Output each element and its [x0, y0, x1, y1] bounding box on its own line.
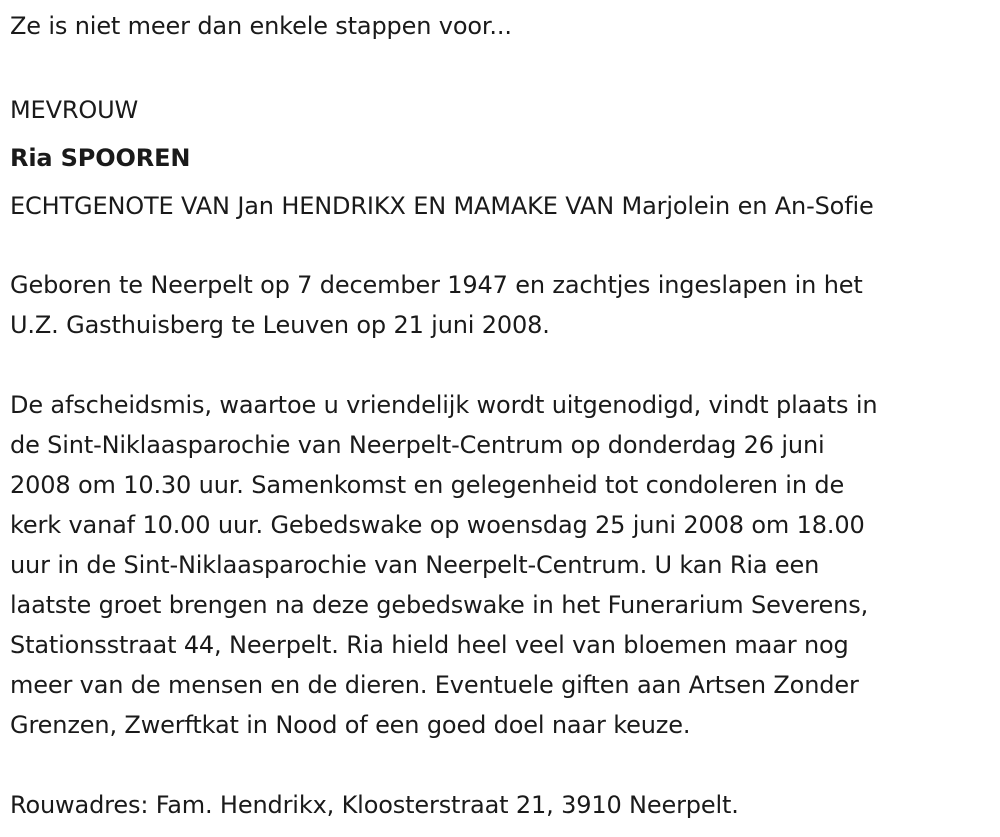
paragraph-line: laatste groet brengen na deze gebedswake in het Funerarium Severens, — [10, 591, 869, 619]
paragraph-line: Grenzen, Zwerftkat in Nood of een goed doel naar keuze. — [10, 711, 691, 739]
paragraph-line: Stationsstraat 44, Neerpelt. Ria hield heel veel van bloemen maar nog — [10, 631, 849, 659]
mourning-address: Rouwadres: Fam. Hendrikx, Kloosterstraat 21, 3910 Neerpelt. — [10, 791, 739, 819]
paragraph-line: De afscheidsmis, waartoe u vriendelijk wordt uitgenodigd, vindt plaats in — [10, 391, 878, 419]
paragraph-line: 2008 om 10.30 uur. Samenkomst en gelegenheid tot condoleren in de — [10, 471, 845, 499]
paragraph-line: kerk vanaf 10.00 uur. Gebedswake op woensdag 25 juni 2008 om 18.00 — [10, 511, 865, 539]
opening-line: Ze is niet meer dan enkele stappen voor... — [10, 12, 512, 40]
family-relation: ECHTGENOTE VAN Jan HENDRIKX EN MAMAKE VAN Marjolein en An-Sofie — [10, 192, 874, 220]
paragraph-line: Geboren te Neerpelt op 7 december 1947 en zachtjes ingeslapen in het — [10, 271, 863, 299]
honorific-title: MEVROUW — [10, 96, 139, 124]
birth-death-paragraph — [10, 265, 995, 345]
deceased-name: Ria SPOOREN — [10, 144, 191, 172]
paragraph-line: U.Z. Gasthuisberg te Leuven op 21 juni 2008. — [10, 311, 550, 339]
paragraph-line: de Sint-Niklaasparochie van Neerpelt-Centrum op donderdag 26 juni — [10, 431, 825, 459]
paragraph-line: uur in de Sint-Niklaasparochie van Neerpelt-Centrum. U kan Ria een — [10, 551, 820, 579]
ceremony-paragraph — [10, 385, 995, 745]
obituary-notice — [10, 0, 995, 825]
paragraph-line: meer van de mensen en de dieren. Eventuele giften aan Artsen Zonder — [10, 671, 859, 699]
